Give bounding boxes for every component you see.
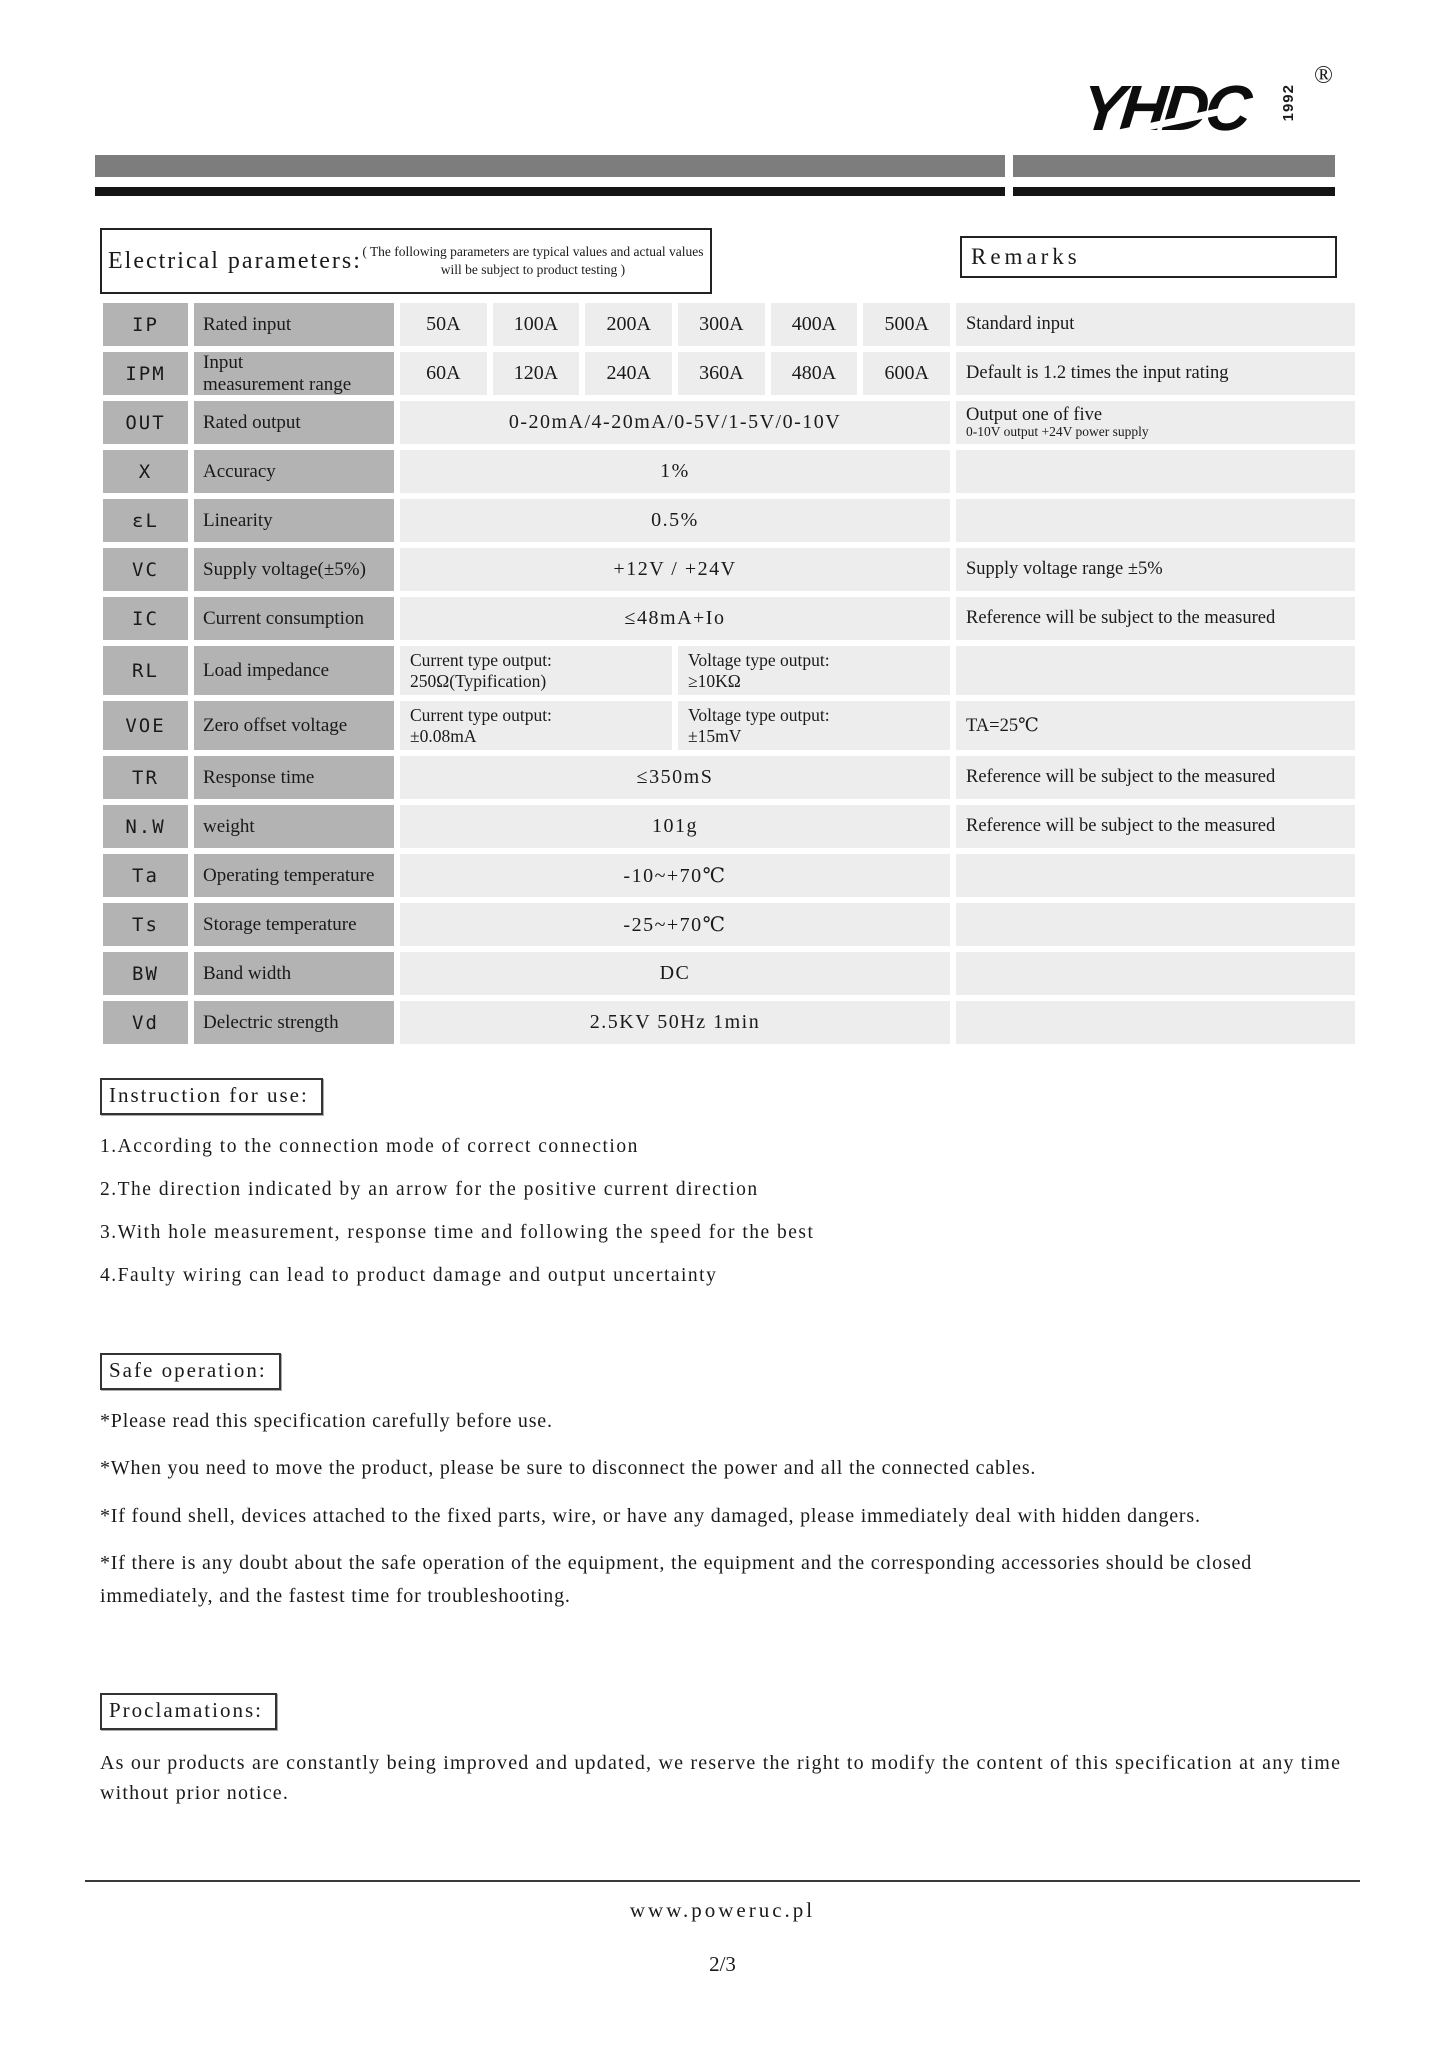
param-remark bbox=[956, 952, 1355, 995]
remarks-title: Remarks bbox=[971, 244, 1081, 269]
param-name bbox=[194, 756, 394, 799]
instruction-item: 3.With hole measurement, response time and following the speed for the best bbox=[100, 1222, 815, 1243]
param-code: Ts bbox=[103, 903, 188, 946]
table-row-nw bbox=[103, 805, 1355, 848]
brand-logo bbox=[1078, 62, 1342, 160]
param-value: 500A bbox=[863, 303, 950, 346]
param-value: ≤48mA+Io bbox=[400, 597, 950, 640]
param-value-current-type bbox=[400, 701, 672, 750]
param-name bbox=[194, 805, 394, 848]
param-code: Vd bbox=[103, 1001, 188, 1044]
param-code: IP bbox=[103, 303, 188, 346]
param-value: 101g bbox=[400, 805, 950, 848]
param-code: IC bbox=[103, 597, 188, 640]
param-name bbox=[194, 854, 394, 897]
param-value: 120A bbox=[493, 352, 580, 395]
param-code: X bbox=[103, 450, 188, 493]
param-code: BW bbox=[103, 952, 188, 995]
param-remark: Reference will be subject to the measured bbox=[956, 805, 1355, 848]
param-value: 600A bbox=[863, 352, 950, 395]
param-name-text: Load impedance bbox=[203, 659, 330, 681]
value-label: Current type output: bbox=[410, 649, 552, 670]
param-code: Ta bbox=[103, 854, 188, 897]
safe-operation-item: *If there is any doubt about the safe operation of the equipment, the equipment and the corresponding accessories should be closed immediately, and the fastest time for troubleshooting. bbox=[100, 1552, 1253, 1607]
instruction-section bbox=[100, 1078, 1360, 1287]
value-label: Voltage type output: bbox=[688, 704, 830, 725]
param-name bbox=[194, 548, 394, 591]
param-name-text: Input bbox=[203, 352, 244, 374]
param-name bbox=[194, 303, 394, 346]
table-row-voe bbox=[103, 701, 1355, 750]
param-values bbox=[400, 352, 950, 395]
instruction-list bbox=[100, 1136, 1360, 1287]
param-name bbox=[194, 401, 394, 444]
table-row-vc bbox=[103, 548, 1355, 591]
table-row-bw bbox=[103, 952, 1355, 995]
param-remark-sub: 0-10V output +24V power supply bbox=[966, 424, 1149, 440]
safe-operation-list bbox=[100, 1405, 1350, 1612]
param-remark: Default is 1.2 times the input rating bbox=[956, 352, 1355, 395]
param-name-text: Accuracy bbox=[203, 460, 276, 482]
param-name-text: weight bbox=[203, 815, 255, 837]
table-row-ic bbox=[103, 597, 1355, 640]
table-row-ta bbox=[103, 854, 1355, 897]
safe-operation-title: Safe operation: bbox=[100, 1353, 281, 1390]
proclamations-body: As our products are constantly being improved and updated, we reserve the right to modify the content of this specification at any time without prior notice. bbox=[100, 1752, 1342, 1804]
table-row-rl bbox=[103, 646, 1355, 695]
value-amount: 250Ω(Typification) bbox=[410, 670, 547, 691]
param-remark bbox=[956, 646, 1355, 695]
param-value-voltage-type bbox=[678, 701, 950, 750]
param-value: 300A bbox=[678, 303, 765, 346]
param-value: -25~+70℃ bbox=[400, 903, 950, 946]
safe-operation-item: *When you need to move the product, please be sure to disconnect the power and all the connected cables. bbox=[100, 1457, 1037, 1480]
header-bar-black-left bbox=[95, 187, 1005, 196]
param-value: 200A bbox=[585, 303, 672, 346]
param-value: 60A bbox=[400, 352, 487, 395]
param-code: εL bbox=[103, 499, 188, 542]
instruction-title: Instruction for use: bbox=[100, 1078, 323, 1115]
param-name-text: Zero offset voltage bbox=[203, 714, 348, 736]
value-amount: ≥10KΩ bbox=[688, 670, 741, 691]
param-name-text: Rated output bbox=[203, 411, 301, 433]
header-bar-black-right bbox=[1013, 187, 1335, 196]
parameters-table bbox=[103, 303, 1355, 1050]
param-name bbox=[194, 701, 394, 750]
param-name-text-line2: measurement range bbox=[203, 373, 352, 395]
table-row-ts bbox=[103, 903, 1355, 946]
table-row-el bbox=[103, 499, 1355, 542]
footer-website: www.poweruc.pl bbox=[629, 1898, 816, 1922]
param-remark-main: Output one of five bbox=[966, 404, 1103, 425]
table-row-x bbox=[103, 450, 1355, 493]
param-code: IPM bbox=[103, 352, 188, 395]
param-value: 400A bbox=[771, 303, 858, 346]
param-value: +12V / +24V bbox=[400, 548, 950, 591]
param-value-current-type bbox=[400, 646, 672, 695]
param-name-text: Rated input bbox=[203, 313, 292, 335]
param-remark bbox=[956, 450, 1355, 493]
param-value: 360A bbox=[678, 352, 765, 395]
note-line-1: ( The following parameters are typical values and actual values bbox=[362, 244, 704, 260]
table-row-out bbox=[103, 401, 1355, 444]
param-name-text: Linearity bbox=[203, 509, 273, 531]
param-value: 50A bbox=[400, 303, 487, 346]
proclamations-section bbox=[100, 1693, 1362, 1808]
param-remark: TA=25℃ bbox=[956, 701, 1355, 750]
param-value: 480A bbox=[771, 352, 858, 395]
param-value: DC bbox=[400, 952, 950, 995]
param-name-text: Delectric strength bbox=[203, 1011, 339, 1033]
param-code: OUT bbox=[103, 401, 188, 444]
param-remark bbox=[956, 499, 1355, 542]
param-name bbox=[194, 952, 394, 995]
value-amount: ±0.08mA bbox=[410, 725, 477, 746]
table-row-ip bbox=[103, 303, 1355, 346]
param-name bbox=[194, 450, 394, 493]
param-name bbox=[194, 499, 394, 542]
param-values bbox=[400, 646, 950, 695]
header-bar-gray-right bbox=[1013, 155, 1335, 177]
note-line-2: will be subject to product testing ) bbox=[440, 262, 626, 277]
param-name bbox=[194, 903, 394, 946]
table-row-ipm bbox=[103, 352, 1355, 395]
param-value: 100A bbox=[493, 303, 580, 346]
param-code: RL bbox=[103, 646, 188, 695]
param-name-text: Current consumption bbox=[203, 607, 364, 629]
param-name bbox=[194, 352, 394, 395]
param-name bbox=[194, 597, 394, 640]
table-row-tr bbox=[103, 756, 1355, 799]
param-remark bbox=[956, 854, 1355, 897]
param-code: VOE bbox=[103, 701, 188, 750]
param-remark bbox=[956, 401, 1355, 444]
param-name-text: Band width bbox=[203, 962, 292, 984]
safe-operation-section bbox=[100, 1353, 1350, 1612]
instruction-item: 2.The direction indicated by an arrow for the positive current direction bbox=[100, 1179, 759, 1200]
proclamations-title: Proclamations: bbox=[100, 1693, 277, 1730]
registered-trademark-icon: ® bbox=[1314, 62, 1333, 89]
electrical-parameters-box bbox=[100, 228, 712, 294]
electrical-parameters-note bbox=[362, 243, 704, 278]
param-remark: Reference will be subject to the measured bbox=[956, 597, 1355, 640]
param-values bbox=[400, 303, 950, 346]
param-remark: Supply voltage range ±5% bbox=[956, 548, 1355, 591]
param-value: 0.5% bbox=[400, 499, 950, 542]
table-row-vd bbox=[103, 1001, 1355, 1044]
param-code: TR bbox=[103, 756, 188, 799]
safe-operation-item: *Please read this specification carefully before use. bbox=[100, 1410, 553, 1432]
param-value-voltage-type bbox=[678, 646, 950, 695]
param-name-text: Response time bbox=[203, 766, 315, 788]
footer-divider bbox=[85, 1880, 1360, 1882]
electrical-parameters-title: Electrical parameters: bbox=[108, 247, 362, 274]
safe-operation-item: *If found shell, devices attached to the fixed parts, wire, or have any damaged, please immediately deal with hidden dangers. bbox=[100, 1504, 1201, 1527]
value-label: Current type output: bbox=[410, 704, 552, 725]
param-value: 2.5KV 50Hz 1min bbox=[400, 1001, 950, 1044]
header-bar-gray-left bbox=[95, 155, 1005, 177]
instruction-item: 1.According to the connection mode of correct connection bbox=[100, 1136, 639, 1157]
logo-year-text: 1992 bbox=[1280, 84, 1297, 122]
param-value: 240A bbox=[585, 352, 672, 395]
param-code: N.W bbox=[103, 805, 188, 848]
instruction-item: 4.Faulty wiring can lead to product damage and output uncertainty bbox=[100, 1265, 718, 1286]
remarks-box bbox=[960, 236, 1337, 278]
value-label: Voltage type output: bbox=[688, 649, 830, 670]
param-value: 0-20mA/4-20mA/0-5V/1-5V/0-10V bbox=[400, 401, 950, 444]
value-amount: ±15mV bbox=[688, 725, 742, 746]
param-name-text: Operating temperature bbox=[203, 864, 375, 886]
param-code: VC bbox=[103, 548, 188, 591]
param-remark bbox=[956, 1001, 1355, 1044]
param-name bbox=[194, 1001, 394, 1044]
param-name-text: Supply voltage(±5%) bbox=[203, 558, 366, 580]
param-value: 1% bbox=[400, 450, 950, 493]
param-value: ≤350mS bbox=[400, 756, 950, 799]
param-name-text: Storage temperature bbox=[203, 913, 357, 935]
param-name bbox=[194, 646, 394, 695]
param-values bbox=[400, 701, 950, 750]
param-remark: Reference will be subject to the measured bbox=[956, 756, 1355, 799]
param-value: -10~+70℃ bbox=[400, 854, 950, 897]
param-remark bbox=[956, 903, 1355, 946]
page-number: 2/3 bbox=[709, 1952, 736, 1976]
brand-logo-text: YHDC bbox=[1078, 72, 1252, 144]
param-remark: Standard input bbox=[956, 303, 1355, 346]
